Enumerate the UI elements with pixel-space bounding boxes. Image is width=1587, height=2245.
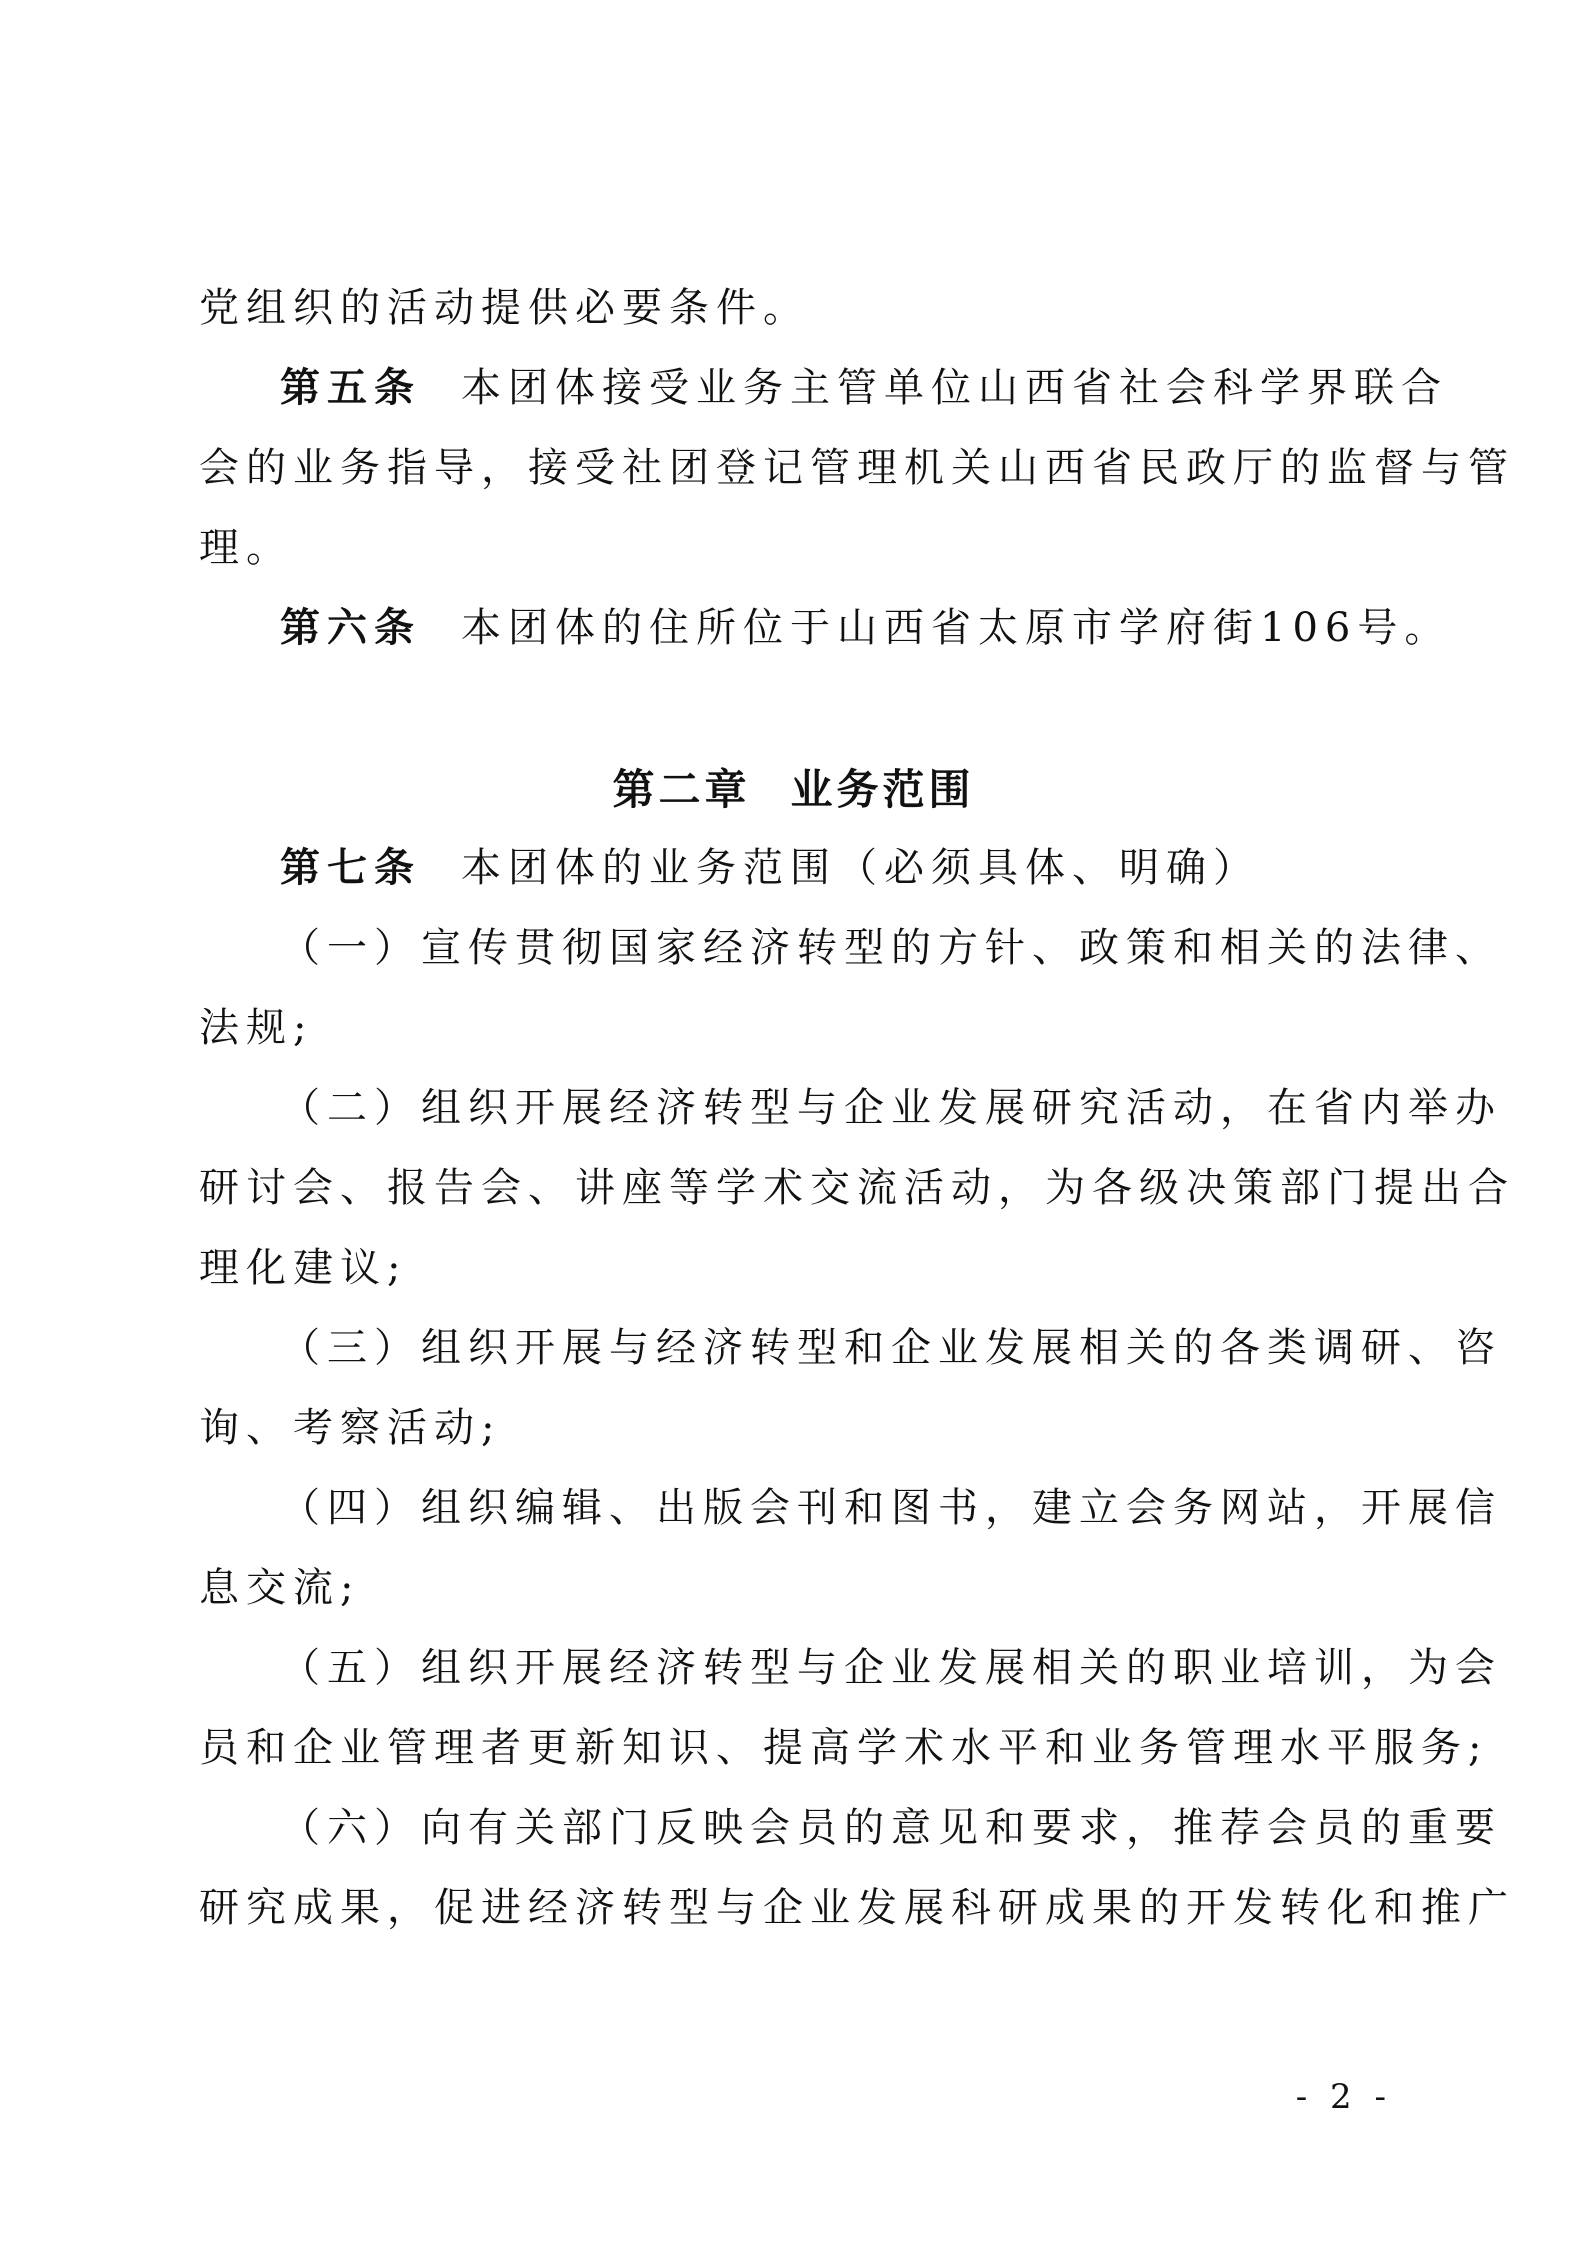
- article-6-line-1: 第六条 本团体的住所位于山西省太原市学府街106号。: [280, 605, 1452, 651]
- article-5-line-2: 会的业务指导，接受社团登记管理机关山西省民政厅的监督与管: [199, 445, 1515, 491]
- item-6-line-2: 研究成果，促进经济转型与企业发展科研成果的开发转化和推广: [199, 1885, 1515, 1931]
- item-2-line-1: （二）组织开展经济转型与企业发展研究活动，在省内举办: [280, 1085, 1502, 1131]
- item-4-line-1: （四）组织编辑、出版会刊和图书，建立会务网站，开展信: [280, 1485, 1502, 1531]
- article-7-label: 第七条: [280, 845, 421, 891]
- article-5-line-1: 第五条 本团体接受业务主管单位山西省社会科学界联合: [280, 365, 1448, 411]
- article-7-line-1: 第七条 本团体的业务范围（必须具体、明确）: [280, 845, 1260, 891]
- item-3-line-2: 询、考察活动;: [199, 1405, 502, 1451]
- item-6-line-1: （六）向有关部门反映会员的意见和要求，推荐会员的重要: [280, 1805, 1502, 1851]
- item-3-line-1: （三）组织开展与经济转型和企业发展相关的各类调研、咨: [280, 1325, 1502, 1371]
- item-2-line-3: 理化建议;: [199, 1245, 408, 1291]
- item-5-line-1: （五）组织开展经济转型与企业发展相关的职业培训，为会: [280, 1645, 1502, 1691]
- text-line: 党组织的活动提供必要条件。: [199, 285, 810, 331]
- item-1-line-1: （一）宣传贯彻国家经济转型的方针、政策和相关的法律、: [280, 925, 1502, 971]
- article-6-label: 第六条: [280, 605, 421, 651]
- item-2-line-2: 研讨会、报告会、讲座等学术交流活动，为各级决策部门提出合: [199, 1165, 1515, 1211]
- article-5-line-3: 理。: [199, 525, 293, 571]
- chapter-number: 第二章: [612, 765, 751, 814]
- chapter-title: 业务范围: [790, 765, 975, 814]
- page-number: - 2 -: [1295, 2077, 1392, 2117]
- item-4-line-2: 息交流;: [199, 1565, 361, 1611]
- item-1-line-2: 法规;: [199, 1005, 314, 1051]
- item-5-line-2: 员和企业管理者更新知识、提高学术水平和业务管理水平服务;: [199, 1725, 1489, 1771]
- chapter-heading: [0, 760, 1587, 820]
- article-5-label: 第五条: [280, 365, 421, 411]
